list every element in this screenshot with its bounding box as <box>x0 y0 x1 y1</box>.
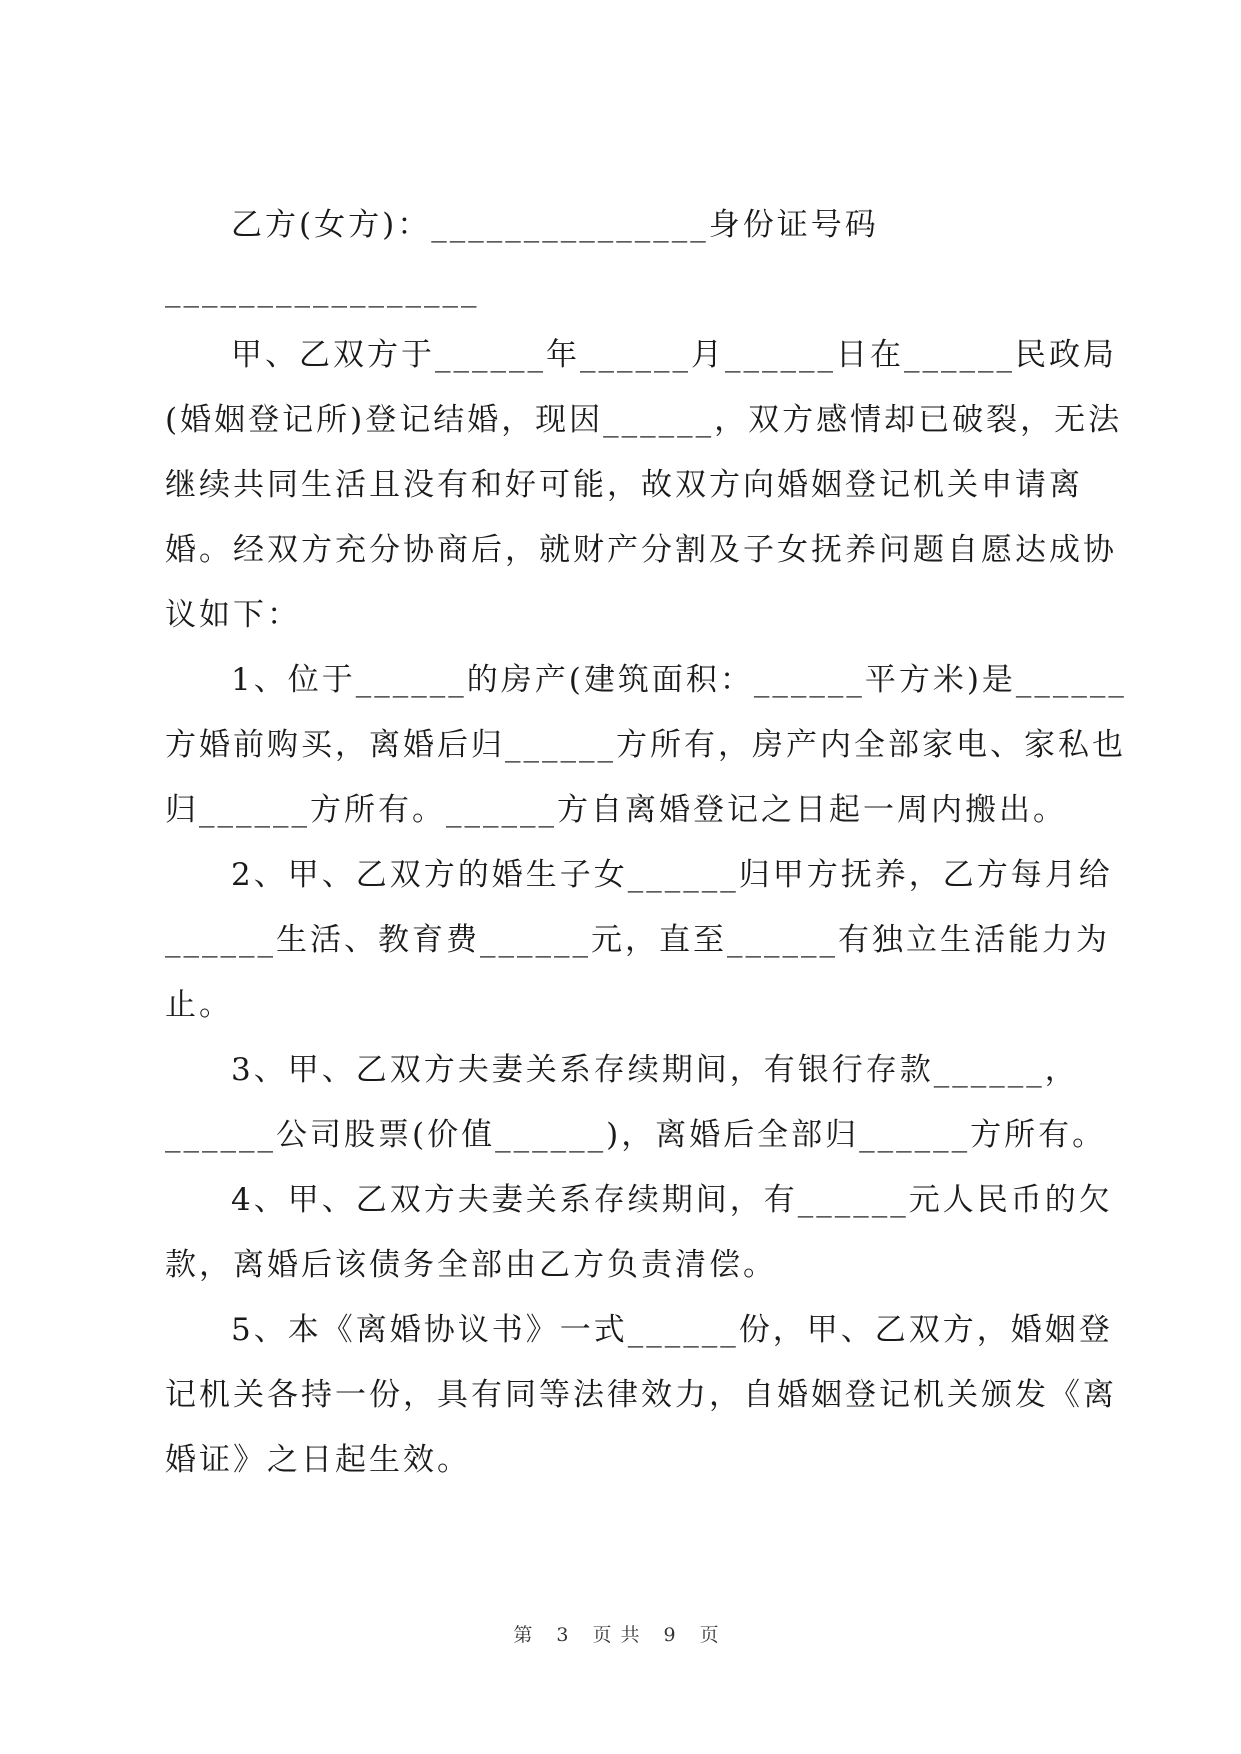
paragraph-line: (婚姻登记所)登记结婚，现因______，双方感情却已破裂，无法 <box>165 402 1123 438</box>
paragraph-line: 3、甲、乙双方夫妻关系存续期间，有银行存款______， <box>231 1052 1079 1088</box>
paragraph-line: 方婚前购买，离婚后归______方所有，房产内全部家电、家私也 <box>165 727 1126 763</box>
paragraph-line: 4、甲、乙双方夫妻关系存续期间，有______元人民币的欠 <box>231 1182 1113 1218</box>
clause-1-property <box>165 648 1127 843</box>
paragraph-line: 婚。经双方充分协商后，就财产分割及子女抚养问题自愿达成协 <box>165 532 1117 568</box>
paragraph-line: 记机关各持一份，具有同等法律效力，自婚姻登记机关颁发《离 <box>165 1377 1117 1413</box>
paragraph-line: 继续共同生活且没有和好可能，故双方向婚姻登记机关申请离 <box>165 467 1083 503</box>
paragraph-line: 甲、乙双方于______年______月______日在______民政局 <box>231 337 1117 373</box>
id-number-blank: _________________ <box>165 272 480 308</box>
paragraph-line: 5、本《离婚协议书》一式______份，甲、乙双方，婚姻登 <box>231 1312 1113 1348</box>
paragraph-line: ______公司股票(价值______)，离婚后全部归______方所有。 <box>165 1117 1107 1153</box>
paragraph-line: 1、位于______的房产(建筑面积：______平方米)是______ <box>231 662 1127 698</box>
paragraph-line: 婚证》之日起生效。 <box>165 1442 471 1478</box>
paragraph-line: 2、甲、乙双方的婚生子女______归甲方抚养，乙方每月给 <box>231 857 1113 893</box>
party-b-line: 乙方(女方)：_______________身份证号码 <box>231 207 879 243</box>
paragraph-line: 归______方所有。______方自离婚登记之日起一周内搬出。 <box>165 792 1067 828</box>
clause-2-children <box>165 843 1113 1038</box>
paragraph-line: ______生活、教育费______元，直至______有独立生活能力为 <box>165 922 1110 958</box>
clause-4-debt <box>165 1168 1113 1298</box>
clause-3-savings <box>165 1038 1107 1168</box>
paragraph-line: 议如下： <box>165 597 301 633</box>
page-number-footer: 第 3 页共 9 页 <box>513 1624 728 1646</box>
paragraph-line: 止。 <box>165 987 233 1023</box>
document-body <box>165 193 1127 1493</box>
marriage-intro-paragraph <box>165 323 1123 648</box>
clause-5-effect <box>165 1298 1117 1493</box>
paragraph-line: 款，离婚后该债务全部由乙方负责清偿。 <box>165 1247 777 1283</box>
